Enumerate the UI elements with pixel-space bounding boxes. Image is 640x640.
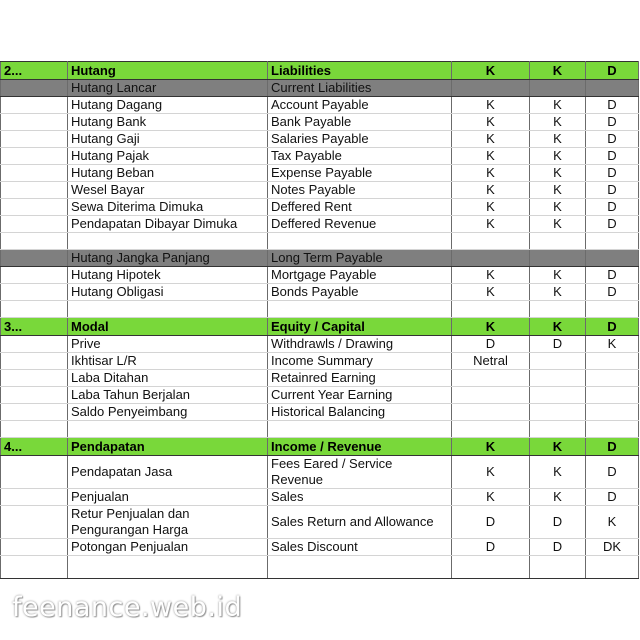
normal-balance-col-3: D (586, 318, 639, 336)
account-name-english: Sales Return and Allowance (268, 506, 452, 539)
blank-row (1, 556, 639, 579)
account-code (1, 404, 68, 421)
section-title: Modal (68, 318, 268, 336)
account-row (1, 370, 639, 387)
blank-cell (1, 556, 68, 579)
account-code (1, 506, 68, 539)
account-name-english: Retainred Earning (268, 370, 452, 387)
section-code: 2... (1, 62, 68, 80)
blank-cell (452, 556, 530, 579)
balance-value-2: K (530, 284, 586, 301)
balance-value-3: K (586, 336, 639, 353)
balance-value-2 (530, 353, 586, 370)
balance-value-2: K (530, 114, 586, 131)
normal-balance-col-2: K (530, 438, 586, 456)
balance-value-1: K (452, 199, 530, 216)
subgroup-col-2 (530, 250, 586, 267)
account-name: Hutang Bank (68, 114, 268, 131)
account-code (1, 336, 68, 353)
blank-cell (586, 233, 639, 250)
account-code (1, 284, 68, 301)
account-name-english: Bank Payable (268, 114, 452, 131)
account-name: Ikhtisar L/R (68, 353, 268, 370)
account-name: Potongan Penjualan (68, 539, 268, 556)
balance-value-1: K (452, 165, 530, 182)
account-row (1, 148, 639, 165)
balance-value-3: D (586, 114, 639, 131)
balance-value-1: Netral (452, 353, 530, 370)
section-code: 3... (1, 318, 68, 336)
balance-value-1: K (452, 131, 530, 148)
account-code (1, 456, 68, 489)
balance-value-1: D (452, 539, 530, 556)
account-row (1, 404, 639, 421)
account-row (1, 284, 639, 301)
balance-value-3: D (586, 216, 639, 233)
section-title-english: Equity / Capital (268, 318, 452, 336)
balance-value-1: K (452, 284, 530, 301)
balance-value-3: D (586, 148, 639, 165)
balance-value-1 (452, 404, 530, 421)
account-name: Hutang Dagang (68, 97, 268, 114)
balance-value-1: K (452, 182, 530, 199)
account-code (1, 131, 68, 148)
balance-value-2: K (530, 216, 586, 233)
balance-value-1: K (452, 267, 530, 284)
account-name: Laba Ditahan (68, 370, 268, 387)
blank-cell (1, 233, 68, 250)
subgroup-code (1, 80, 68, 97)
account-row (1, 199, 639, 216)
subgroup-title: Hutang Lancar (68, 80, 268, 97)
subgroup-header-row (1, 80, 639, 97)
account-code (1, 489, 68, 506)
account-name-english: Deffered Rent (268, 199, 452, 216)
account-name: Wesel Bayar (68, 182, 268, 199)
blank-cell (68, 233, 268, 250)
blank-cell (1, 301, 68, 318)
subgroup-col-3 (586, 80, 639, 97)
account-name: Hutang Pajak (68, 148, 268, 165)
balance-value-3: D (586, 97, 639, 114)
section-header-row (1, 318, 639, 336)
account-row (1, 353, 639, 370)
account-row (1, 539, 639, 556)
account-name-english: Account Payable (268, 97, 452, 114)
account-name-english: Salaries Payable (268, 131, 452, 148)
account-row (1, 114, 639, 131)
account-code (1, 216, 68, 233)
account-code (1, 165, 68, 182)
blank-cell (268, 556, 452, 579)
balance-value-2 (530, 387, 586, 404)
account-name: Pendapatan Jasa (68, 456, 268, 489)
account-code (1, 97, 68, 114)
account-name: Pendapatan Dibayar Dimuka (68, 216, 268, 233)
balance-value-2: K (530, 199, 586, 216)
account-code (1, 114, 68, 131)
account-name-english: Fees Eared / Service Revenue (268, 456, 452, 489)
account-name: Sewa Diterima Dimuka (68, 199, 268, 216)
account-name-english: Withdrawls / Drawing (268, 336, 452, 353)
account-name-english: Income Summary (268, 353, 452, 370)
account-name: Hutang Gaji (68, 131, 268, 148)
balance-value-3 (586, 387, 639, 404)
account-code (1, 387, 68, 404)
subgroup-title-english: Long Term Payable (268, 250, 452, 267)
balance-value-2: D (530, 506, 586, 539)
balance-value-2: K (530, 489, 586, 506)
account-code (1, 199, 68, 216)
account-code (1, 182, 68, 199)
balance-value-1 (452, 370, 530, 387)
balance-value-3 (586, 353, 639, 370)
normal-balance-col-1: K (452, 318, 530, 336)
normal-balance-col-2: K (530, 62, 586, 80)
account-code (1, 353, 68, 370)
normal-balance-col-3: D (586, 62, 639, 80)
balance-value-2 (530, 370, 586, 387)
normal-balance-col-2: K (530, 318, 586, 336)
blank-cell (268, 421, 452, 438)
account-name: Hutang Hipotek (68, 267, 268, 284)
balance-value-1: D (452, 506, 530, 539)
account-name-english: Bonds Payable (268, 284, 452, 301)
account-code (1, 539, 68, 556)
account-row (1, 165, 639, 182)
normal-balance-col-3: D (586, 438, 639, 456)
blank-cell (530, 233, 586, 250)
subgroup-col-3 (586, 250, 639, 267)
balance-value-3 (586, 404, 639, 421)
section-title: Pendapatan (68, 438, 268, 456)
blank-cell (452, 421, 530, 438)
balance-value-3: D (586, 165, 639, 182)
account-name-english: Tax Payable (268, 148, 452, 165)
section-title-english: Income / Revenue (268, 438, 452, 456)
blank-cell (268, 233, 452, 250)
blank-cell (586, 556, 639, 579)
section-title: Hutang (68, 62, 268, 80)
account-name: Penjualan (68, 489, 268, 506)
watermark-text: feenance.web.id (12, 592, 243, 623)
normal-balance-col-1: K (452, 438, 530, 456)
balance-value-1: K (452, 97, 530, 114)
account-row (1, 97, 639, 114)
account-name: Retur Penjualan dan Pengurangan Harga (68, 506, 268, 539)
balance-value-2: K (530, 267, 586, 284)
subgroup-code (1, 250, 68, 267)
account-row (1, 267, 639, 284)
balance-value-3: D (586, 489, 639, 506)
balance-value-1 (452, 387, 530, 404)
blank-row (1, 233, 639, 250)
balance-value-1: K (452, 216, 530, 233)
subgroup-title: Hutang Jangka Panjang (68, 250, 268, 267)
account-row (1, 216, 639, 233)
balance-value-2: K (530, 148, 586, 165)
subgroup-header-row (1, 250, 639, 267)
section-code: 4... (1, 438, 68, 456)
balance-value-2: D (530, 539, 586, 556)
subgroup-col-1 (452, 80, 530, 97)
account-row (1, 131, 639, 148)
account-row (1, 489, 639, 506)
blank-cell (452, 233, 530, 250)
blank-cell (586, 301, 639, 318)
balance-value-2: K (530, 182, 586, 199)
blank-row (1, 421, 639, 438)
balance-value-2: D (530, 336, 586, 353)
balance-value-2: K (530, 97, 586, 114)
blank-cell (68, 301, 268, 318)
account-name: Hutang Beban (68, 165, 268, 182)
account-name-english: Notes Payable (268, 182, 452, 199)
account-row (1, 182, 639, 199)
balance-value-2: K (530, 131, 586, 148)
subgroup-title-english: Current Liabilities (268, 80, 452, 97)
balance-value-1: D (452, 336, 530, 353)
blank-cell (68, 421, 268, 438)
blank-cell (68, 556, 268, 579)
balance-value-1: K (452, 456, 530, 489)
balance-value-3: DK (586, 539, 639, 556)
balance-value-3: D (586, 267, 639, 284)
account-name-english: Historical Balancing (268, 404, 452, 421)
blank-row (1, 301, 639, 318)
blank-cell (268, 301, 452, 318)
account-table (0, 61, 639, 579)
account-row (1, 506, 639, 539)
balance-value-2 (530, 404, 586, 421)
account-name: Hutang Obligasi (68, 284, 268, 301)
balance-value-1: K (452, 489, 530, 506)
section-title-english: Liabilities (268, 62, 452, 80)
account-name: Saldo Penyeimbang (68, 404, 268, 421)
account-row (1, 387, 639, 404)
account-name: Laba Tahun Berjalan (68, 387, 268, 404)
balance-value-3: D (586, 182, 639, 199)
blank-cell (530, 301, 586, 318)
balance-value-3: D (586, 456, 639, 489)
account-name-english: Sales (268, 489, 452, 506)
subgroup-col-2 (530, 80, 586, 97)
account-name-english: Deffered Revenue (268, 216, 452, 233)
account-name-english: Expense Payable (268, 165, 452, 182)
account-code (1, 148, 68, 165)
balance-value-2: K (530, 456, 586, 489)
blank-cell (1, 421, 68, 438)
balance-value-1: K (452, 148, 530, 165)
normal-balance-col-1: K (452, 62, 530, 80)
balance-value-3: D (586, 199, 639, 216)
section-header-row (1, 438, 639, 456)
section-header-row (1, 62, 639, 80)
balance-value-3: K (586, 506, 639, 539)
blank-cell (452, 301, 530, 318)
account-code (1, 267, 68, 284)
blank-cell (530, 556, 586, 579)
account-name-english: Current Year Earning (268, 387, 452, 404)
account-name-english: Mortgage Payable (268, 267, 452, 284)
account-row (1, 336, 639, 353)
subgroup-col-1 (452, 250, 530, 267)
account-row (1, 456, 639, 489)
balance-value-1: K (452, 114, 530, 131)
balance-value-3 (586, 370, 639, 387)
account-table-body (1, 62, 639, 579)
blank-cell (530, 421, 586, 438)
balance-value-2: K (530, 165, 586, 182)
account-code (1, 370, 68, 387)
account-name-english: Sales Discount (268, 539, 452, 556)
balance-value-3: D (586, 131, 639, 148)
blank-cell (586, 421, 639, 438)
balance-value-3: D (586, 284, 639, 301)
account-name: Prive (68, 336, 268, 353)
